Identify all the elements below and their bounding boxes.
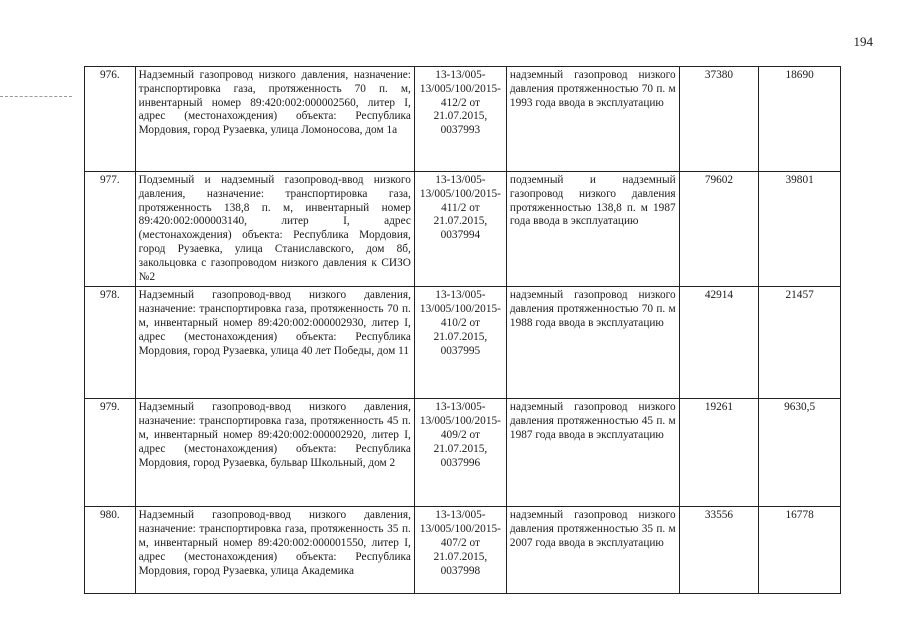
registration-record: [414, 399, 506, 507]
row-number: 980.: [85, 507, 136, 594]
registration-line: 21.07.2015,: [433, 330, 488, 343]
value-primary: 19261: [679, 399, 759, 507]
registration-line: 13-13/005-: [435, 174, 486, 186]
registration-line: 0037994: [440, 229, 481, 242]
value-primary: 37380: [679, 67, 759, 172]
registration-line: 13-13/005-: [435, 69, 486, 81]
registration-line: 13/005/100/2015-: [419, 415, 501, 428]
registry-body: [85, 67, 841, 594]
value-primary: 42914: [679, 287, 759, 399]
registration-line: 21.07.2015,: [433, 550, 488, 563]
registration-line: 13/005/100/2015-: [419, 303, 501, 316]
registration-line: 21.07.2015,: [433, 215, 488, 228]
object-description: Надземный газопровод-ввод низкого давления, назначение: транспортировка газа, протяженность 35 п. м, инвентарный номер 89:420:002:000001550, литер I, адрес (местонахождения) объекта: Республика Мордовия, город Рузаевка, улица Академика: [135, 507, 414, 594]
registration-record: [414, 507, 506, 594]
object-description: Подземный и надземный газопровод-ввод низкого давления, назначение: транспортировка газа, протяженность 138,8 п. м, инвентарный номер 89:420:002:000003140, литер I, адрес (местонахождения) объекта: Республика Мордовия, город Рузаевка, улица Станиславского, дом 8б, закольцовка с газопроводом низкого давления к СИЗО №2: [135, 172, 414, 287]
row-number: 977.: [85, 172, 136, 287]
table-row: [85, 67, 841, 172]
registration-line: 13/005/100/2015-: [419, 82, 501, 95]
table-row: [85, 507, 841, 594]
registration-line: 0037996: [440, 456, 481, 469]
scan-artifact-line: [0, 96, 72, 97]
value-primary: 33556: [679, 507, 759, 594]
table-row: [85, 399, 841, 507]
object-characteristics: надземный газопровод низкого давления протяженностью 45 п. м 1987 года ввода в эксплуатацию: [506, 399, 679, 507]
registration-line: 412/2 от: [440, 96, 480, 109]
value-secondary: 21457: [759, 287, 841, 399]
registration-line: 0037993: [440, 124, 481, 137]
registration-line: 407/2 от: [440, 536, 480, 549]
registration-line: 410/2 от: [440, 316, 480, 329]
registration-line: 0037998: [440, 564, 481, 577]
table-row: [85, 287, 841, 399]
registration-line: 411/2 от: [441, 201, 480, 214]
registration-record: [414, 67, 506, 172]
registration-record: [414, 172, 506, 287]
registration-line: 13/005/100/2015-: [419, 187, 501, 200]
object-description: Надземный газопровод низкого давления, назначение: транспортировка газа, протяженность 70 п. м, инвентарный номер 89:420:002:000002560, литер I, адрес (местонахождения) объекта: Республика Мордовия, город Рузаевка, улица Ломоносова, дом 1а: [135, 67, 414, 172]
registration-line: 409/2 от: [440, 428, 480, 441]
registration-line: 13/005/100/2015-: [419, 523, 501, 536]
object-characteristics: надземный газопровод низкого давления протяженностью 70 п. м 1993 года ввода в эксплуатацию: [506, 67, 679, 172]
object-characteristics: подземный и надземный газопровод низкого давления протяженностью 138,8 п. м 1987 года ввода в эксплуатацию: [506, 172, 679, 287]
object-description: Надземный газопровод-ввод низкого давления, назначение: транспортировка газа, протяженность 45 п. м, инвентарный номер 89:420:002:000002920, литер I, адрес (местонахождения) объекта: Республика Мордовия, город Рузаевка, бульвар Школьный, дом 2: [135, 399, 414, 507]
page-number: 194: [853, 34, 873, 49]
property-registry-table: [84, 66, 841, 594]
registration-line: 13-13/005-: [435, 401, 486, 414]
object-characteristics: надземный газопровод низкого давления протяженностью 35 п. м 2007 года ввода в эксплуатацию: [506, 507, 679, 594]
object-description: Надземный газопровод-ввод низкого давления, назначение: транспортировка газа, протяженность 70 п. м, инвентарный номер 89:420:002:000002930, литер I, адрес (местонахождения) объекта: Республика Мордовия, город Рузаевка, улица 40 лет Победы, дом 11: [135, 287, 414, 399]
row-number: 976.: [85, 67, 136, 172]
value-secondary: 18690: [759, 67, 841, 172]
registration-line: 21.07.2015,: [433, 442, 488, 455]
registration-line: 21.07.2015,: [433, 110, 488, 123]
value-primary: 79602: [679, 172, 759, 287]
value-secondary: 39801: [759, 172, 841, 287]
registration-record: [414, 287, 506, 399]
registration-line: 13-13/005-: [435, 289, 486, 302]
object-characteristics: надземный газопровод низкого давления протяженностью 70 п. м 1988 года ввода в эксплуатацию: [506, 287, 679, 399]
value-secondary: 9630,5: [759, 399, 841, 507]
value-secondary: 16778: [759, 507, 841, 594]
row-number: 978.: [85, 287, 136, 399]
row-number: 979.: [85, 399, 136, 507]
registration-line: 13-13/005-: [435, 509, 486, 522]
table-row: [85, 172, 841, 287]
registration-line: 0037995: [440, 344, 481, 357]
